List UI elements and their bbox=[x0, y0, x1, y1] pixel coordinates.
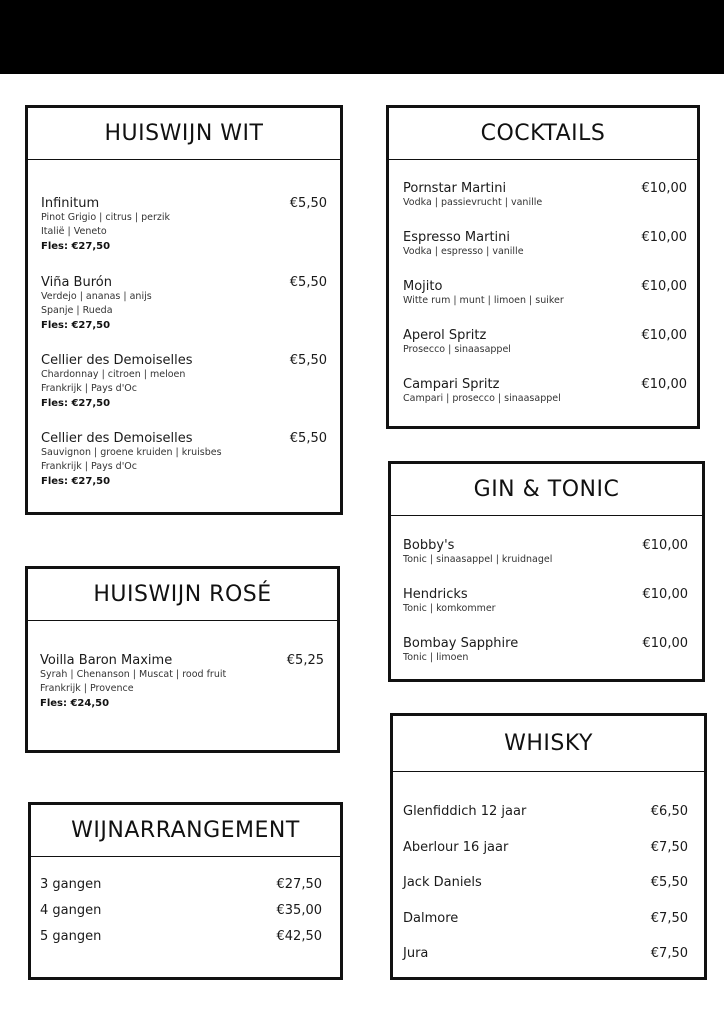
wine-item bbox=[28, 196, 340, 254]
cocktail-item bbox=[389, 230, 697, 259]
item-price: €5,50 bbox=[289, 196, 327, 211]
item-name: Cellier des Demoiselles bbox=[41, 431, 193, 446]
item-bottle-price: Fles: €27,50 bbox=[41, 398, 111, 409]
item-price: €5,50 bbox=[289, 275, 327, 290]
gin-tonic-item bbox=[391, 587, 702, 616]
item-name: Aperol Spritz bbox=[403, 328, 487, 343]
item-price: €10,00 bbox=[641, 279, 687, 294]
item-name: Espresso Martini bbox=[403, 230, 511, 245]
item-price: €10,00 bbox=[641, 328, 687, 343]
item-name: Hendricks bbox=[403, 587, 468, 602]
item-bottle-price: Fles: €27,50 bbox=[41, 476, 111, 487]
item-origin: Spanje | Rueda bbox=[41, 305, 113, 316]
huiswijn-rose-section bbox=[25, 566, 340, 753]
item-price: €5,50 bbox=[289, 353, 327, 368]
wine-item bbox=[28, 275, 340, 333]
item-ingredients: Vodka | passievrucht | vanille bbox=[403, 197, 543, 208]
gin-tonic-item bbox=[391, 538, 702, 567]
whisky-item bbox=[393, 946, 704, 961]
item-price: €5,50 bbox=[289, 431, 327, 446]
item-price: €10,00 bbox=[641, 181, 687, 196]
item-name: Mojito bbox=[403, 279, 443, 294]
item-price: €7,50 bbox=[650, 840, 688, 855]
item-origin: Frankrijk | Pays d'Oc bbox=[41, 461, 138, 472]
whisky-section bbox=[390, 713, 707, 980]
item-ingredients: Vodka | espresso | vanille bbox=[403, 246, 524, 257]
cocktail-item bbox=[389, 181, 697, 210]
item-price: €35,00 bbox=[276, 903, 322, 918]
item-origin: Frankrijk | Pays d'Oc bbox=[41, 383, 138, 394]
item-ingredients: Tonic | limoen bbox=[403, 652, 469, 663]
gin-tonic-item bbox=[391, 636, 702, 665]
item-price: €10,00 bbox=[641, 377, 687, 392]
item-price: €5,25 bbox=[286, 653, 324, 668]
section-title: COCKTAILS bbox=[389, 108, 697, 160]
whisky-item bbox=[393, 875, 704, 890]
item-ingredients: Tonic | sinaasappel | kruidnagel bbox=[403, 554, 553, 565]
cocktail-item bbox=[389, 328, 697, 357]
item-name: Voilla Baron Maxime bbox=[40, 653, 173, 668]
item-name: 3 gangen bbox=[40, 877, 102, 892]
item-bottle-price: Fles: €24,50 bbox=[40, 698, 110, 709]
item-price: €10,00 bbox=[641, 230, 687, 245]
item-ingredients: Witte rum | munt | limoen | suiker bbox=[403, 295, 564, 306]
item-price: €7,50 bbox=[650, 946, 688, 961]
section-title: HUISWIJN WIT bbox=[28, 108, 340, 160]
wine-item bbox=[28, 653, 337, 711]
item-name: Jura bbox=[403, 946, 429, 961]
huiswijn-wit-section bbox=[25, 105, 343, 515]
item-price: €10,00 bbox=[642, 587, 688, 602]
cocktails-section bbox=[386, 105, 700, 429]
arrangement-item bbox=[31, 877, 340, 892]
item-price: €42,50 bbox=[276, 929, 322, 944]
section-title: GIN & TONIC bbox=[391, 464, 702, 516]
item-name: Pornstar Martini bbox=[403, 181, 507, 196]
item-price: €5,50 bbox=[650, 875, 688, 890]
item-price: €10,00 bbox=[642, 636, 688, 651]
item-price: €27,50 bbox=[276, 877, 322, 892]
item-grape: Verdejo | ananas | anijs bbox=[41, 291, 152, 302]
item-name: Viña Burón bbox=[41, 275, 112, 290]
item-grape: Chardonnay | citroen | meloen bbox=[41, 369, 186, 380]
item-name: 4 gangen bbox=[40, 903, 102, 918]
item-name: Cellier des Demoiselles bbox=[41, 353, 193, 368]
item-name: Campari Spritz bbox=[403, 377, 500, 392]
cocktail-item bbox=[389, 377, 697, 406]
item-price: €7,50 bbox=[650, 911, 688, 926]
arrangement-item bbox=[31, 903, 340, 918]
wijnarrangement-section bbox=[28, 802, 343, 980]
item-price: €6,50 bbox=[650, 804, 688, 819]
whisky-item bbox=[393, 804, 704, 819]
item-name: Bombay Sapphire bbox=[403, 636, 519, 651]
item-name: Dalmore bbox=[403, 911, 459, 926]
item-origin: Frankrijk | Provence bbox=[40, 683, 134, 694]
item-ingredients: Campari | prosecco | sinaasappel bbox=[403, 393, 561, 404]
item-bottle-price: Fles: €27,50 bbox=[41, 241, 111, 252]
section-title: WIJNARRANGEMENT bbox=[31, 805, 340, 857]
item-name: Jack Daniels bbox=[403, 875, 482, 890]
section-title: WHISKY bbox=[393, 716, 704, 772]
item-name: Aberlour 16 jaar bbox=[403, 840, 509, 855]
cocktail-item bbox=[389, 279, 697, 308]
wine-item bbox=[28, 353, 340, 411]
item-name: Glenfiddich 12 jaar bbox=[403, 804, 527, 819]
item-grape: Pinot Grigio | citrus | perzik bbox=[41, 212, 170, 223]
top-banner bbox=[0, 0, 724, 74]
item-grape: Syrah | Chenanson | Muscat | rood fruit bbox=[40, 669, 227, 680]
item-price: €10,00 bbox=[642, 538, 688, 553]
item-ingredients: Prosecco | sinaasappel bbox=[403, 344, 511, 355]
item-name: 5 gangen bbox=[40, 929, 102, 944]
item-name: Bobby's bbox=[403, 538, 455, 553]
gin-tonic-section bbox=[388, 461, 705, 682]
item-ingredients: Tonic | komkommer bbox=[403, 603, 496, 614]
arrangement-item bbox=[31, 929, 340, 944]
item-bottle-price: Fles: €27,50 bbox=[41, 320, 111, 331]
wine-item bbox=[28, 431, 340, 489]
item-name: Infinitum bbox=[41, 196, 100, 211]
whisky-item bbox=[393, 911, 704, 926]
whisky-item bbox=[393, 840, 704, 855]
section-title: HUISWIJN ROSÉ bbox=[28, 569, 337, 621]
item-origin: Italië | Veneto bbox=[41, 226, 107, 237]
item-grape: Sauvignon | groene kruiden | kruisbes bbox=[41, 447, 222, 458]
